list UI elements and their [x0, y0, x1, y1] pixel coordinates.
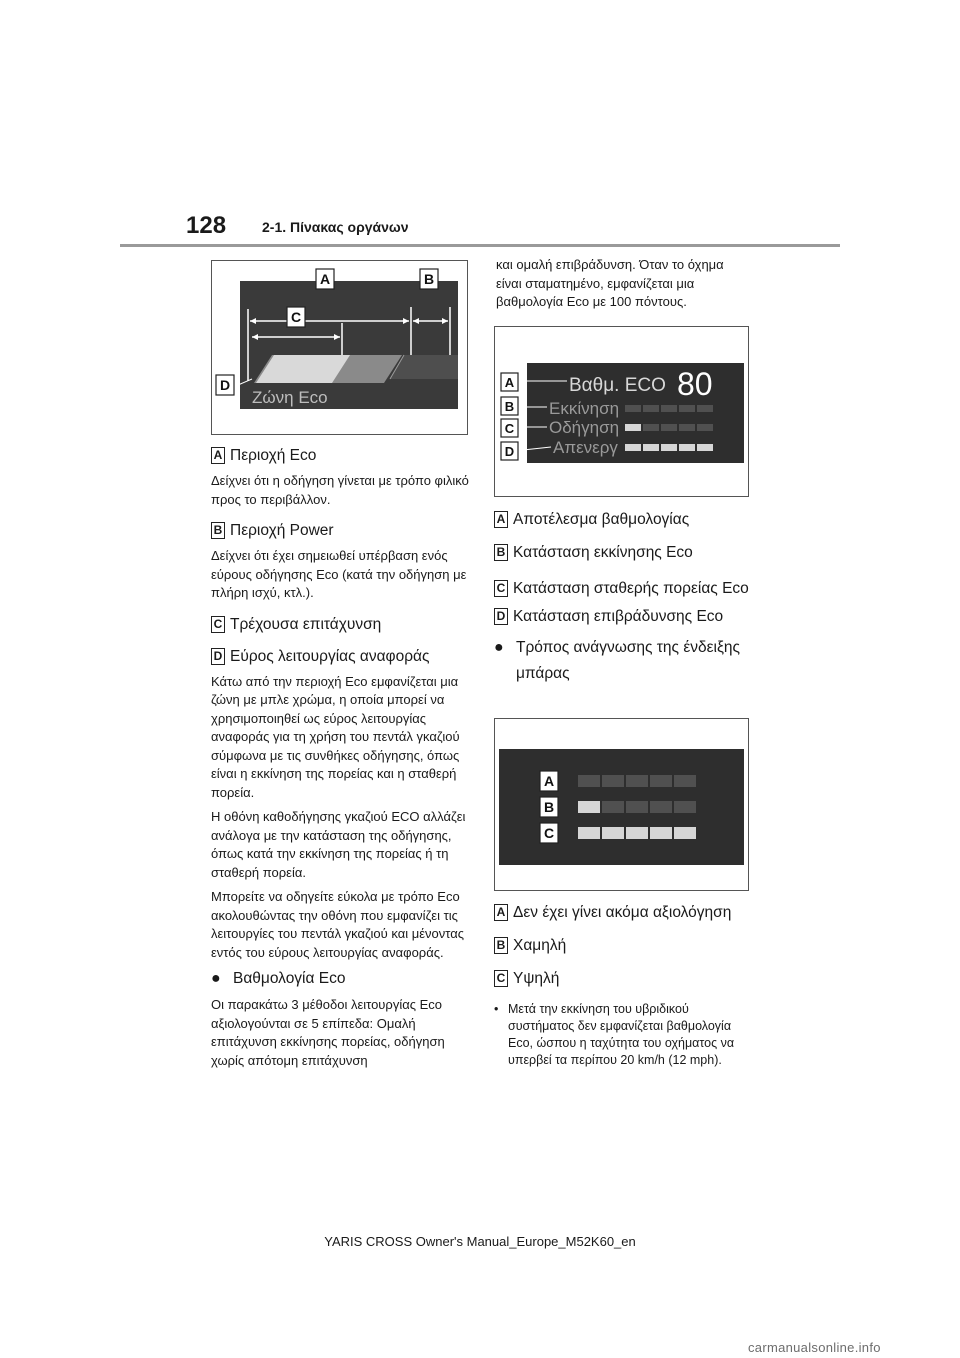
callout-b: B — [543, 799, 555, 815]
section-title: 2-1. Πίνακας οργάνων — [262, 219, 409, 235]
eco-row-drive: Οδήγηση — [549, 418, 620, 437]
bar-indicator-row3-segment-1 — [578, 827, 600, 839]
watermark: carmanualsonline.info — [748, 1340, 881, 1355]
eco-score-figure — [494, 326, 749, 497]
bar-indicator-row3-segment-3 — [626, 827, 648, 839]
callout-d: D — [504, 444, 515, 459]
bar-indicator-illustration — [495, 719, 748, 890]
r-item-b-title: Κατάσταση εκκίνησης Eco — [513, 544, 693, 561]
item-c-header — [211, 615, 469, 635]
r2-item-a-title: Δεν έχει γίνει ακόμα αξιολόγηση — [513, 904, 732, 921]
r2-item-b-title: Χαμηλή — [513, 937, 567, 954]
item-d-text: Κάτω από την περιοχή Eco εμφανίζεται μια ζώνη με μπλε χρώμα, η οποία μπορεί να χρησιμοποιηθεί ως εύρος λειτουργίας αναφοράς για τη χρήση του πεντάλ γκαζιού σύμφωνα με τις συνθήκες οδήγησης, όπως είναι η εκκίνηση της πορείας και η σταθερή πορεία. — [211, 673, 460, 800]
bar-indicator-row3-segment-5 — [674, 827, 696, 839]
r2-item-b-header — [494, 936, 752, 956]
right-column-lower — [494, 903, 752, 1069]
eco-score-bars — [625, 405, 713, 451]
r2-item-a-header — [494, 903, 752, 923]
bullet-bar-reading-text: Τρόπος ανάγνωσης της ένδειξης μπάρας — [516, 639, 740, 682]
callout-a: A — [504, 375, 515, 390]
eco-score-bar-row3-segment-5 — [697, 444, 713, 451]
bar-indicator-row2-segment-1 — [578, 801, 600, 813]
item-d-header — [211, 647, 469, 667]
eco-score-bar-row1-segment-4 — [679, 405, 695, 412]
item-b-title: Περιοχή Power — [230, 522, 334, 539]
eco-score-bar-row3-segment-3 — [661, 444, 677, 451]
eco-score-value: 80 — [677, 366, 713, 402]
label-a: A — [494, 904, 508, 921]
bullet-bar-reading — [494, 635, 752, 687]
note-item — [494, 1001, 752, 1069]
eco-row-start: Εκκίνηση — [549, 399, 620, 418]
bar-indicator-row2-segment-4 — [650, 801, 672, 813]
label-a: A — [211, 447, 225, 464]
callout-c: C — [504, 421, 515, 436]
bar-indicator-row1-segment-5 — [674, 775, 696, 787]
paragraph-guidance-display: Η οθόνη καθοδήγησης γκαζιού ECO αλλάζει ανάλογα με την κατάσταση της οδήγησης, όπως κατά την εκκίνηση της πορείας ή τη σταθερή πορεία. — [211, 809, 466, 880]
bar-indicator-row2-segment-3 — [626, 801, 648, 813]
item-a-header — [211, 446, 469, 466]
paragraph-eco-methods: Οι παρακάτω 3 μέθοδοι λειτουργίας Eco αξιολογούνται σε 5 επίπεδα: Ομαλή επιτάχυνση εκκίνησης πορείας, οδήγηση χωρίς απότομη επιτάχυνση — [211, 997, 445, 1068]
callout-d: D — [219, 377, 231, 393]
eco-zone-figure — [211, 260, 468, 435]
note-text: Μετά την εκκίνηση του υβριδικού συστήματος δεν εμφανίζεται βαθμολογία Eco, ώσπου η ταχύτητα του οχήματος να υπερβεί τα περίπου 20 km/h (12 mph). — [508, 1002, 735, 1067]
eco-score-bar-row3-segment-2 — [643, 444, 659, 451]
page-number: 128 — [186, 212, 227, 239]
footer-text: YARIS CROSS Owner's Manual_Europe_M52K60_en — [324, 1234, 636, 1249]
label-b: B — [494, 544, 508, 561]
item-a-title: Περιοχή Eco — [230, 447, 317, 464]
bar-indicator-row2-segment-2 — [602, 801, 624, 813]
paragraph-eco-driving: Μπορείτε να οδηγείτε εύκολα με τρόπο Eco ακολουθώντας την οθόνη που εμφανίζει τις λειτουργίες του πεντάλ γκαζιού και μένοντας εντός του εύρους λειτουργίας αναφοράς. — [211, 889, 464, 960]
label-c: C — [494, 970, 508, 987]
label-d: D — [494, 608, 508, 625]
callout-a: A — [319, 271, 331, 287]
bar-indicator-row1-segment-2 — [602, 775, 624, 787]
callout-b: B — [423, 271, 435, 287]
label-b: B — [494, 937, 508, 954]
r-item-c-header — [494, 576, 752, 602]
bullet-dot: ● — [211, 970, 221, 987]
eco-score-bar-row2-segment-3 — [661, 424, 677, 431]
left-column — [211, 446, 469, 1070]
bullet-eco-score-text: Βαθμολογία Eco — [233, 970, 346, 987]
callout-c: C — [290, 309, 302, 325]
bar-indicator-row1-segment-3 — [626, 775, 648, 787]
callout-c: C — [543, 825, 555, 841]
eco-zone-illustration — [212, 261, 467, 434]
r-item-b-header — [494, 543, 752, 563]
r2-item-c-title: Υψηλή — [513, 970, 560, 987]
eco-score-bar-row2-segment-4 — [679, 424, 695, 431]
eco-score-bar-row1-segment-2 — [643, 405, 659, 412]
paragraph-deceleration: και ομαλή επιβράδυνση. Όταν το όχημα είναι σταματημένο, εμφανίζεται μια βαθμολογία Eco με 100 πόντους. — [496, 257, 724, 309]
eco-score-bar-row3-segment-4 — [679, 444, 695, 451]
r-item-c-title: Κατάσταση σταθερής πορείας Eco — [513, 580, 749, 597]
eco-score-illustration — [495, 327, 748, 496]
item-d-title: Εύρος λειτουργίας αναφοράς — [230, 647, 430, 665]
header-rule — [120, 244, 840, 247]
item-b-header — [211, 521, 469, 541]
r-item-d-header — [494, 607, 752, 627]
bar-indicator-bars — [578, 775, 696, 839]
r-item-a-title: Αποτέλεσμα βαθμολογίας — [513, 511, 690, 528]
bar-indicator-row2-segment-5 — [674, 801, 696, 813]
label-b: B — [211, 522, 225, 539]
bullet-eco-score — [211, 966, 469, 992]
eco-score-bar-row2-segment-5 — [697, 424, 713, 431]
note-bullet: • — [494, 1002, 499, 1016]
label-c: C — [494, 580, 508, 597]
eco-score-bar-row2-segment-1 — [625, 424, 641, 431]
eco-score-title: Βαθμ. ECO — [569, 375, 666, 396]
r2-item-c-header — [494, 969, 752, 989]
r-item-a-header — [494, 510, 752, 530]
right-column — [494, 510, 752, 687]
eco-zone-screen-text: Ζώνη Eco — [252, 388, 328, 407]
bar-indicator-row3-segment-2 — [602, 827, 624, 839]
bar-indicator-row1-segment-1 — [578, 775, 600, 787]
label-c: C — [211, 616, 225, 633]
callout-b: B — [504, 399, 515, 414]
label-a: A — [494, 511, 508, 528]
r-item-d-title: Κατάσταση επιβράδυνσης Eco — [513, 608, 724, 625]
eco-score-bar-row1-segment-1 — [625, 405, 641, 412]
bar-indicator-row1-segment-4 — [650, 775, 672, 787]
item-b-text: Δείχνει ότι έχει σημειωθεί υπέρβαση ενός εύρους οδήγησης Eco (κατά την οδήγηση με πλήρη ισχύ, κτλ.). — [211, 548, 467, 600]
eco-score-bar-row2-segment-2 — [643, 424, 659, 431]
bullet-dot: ● — [494, 639, 504, 656]
eco-score-bar-row1-segment-3 — [661, 405, 677, 412]
bar-indicator-figure — [494, 718, 749, 891]
eco-row-decel: Απενεργ — [553, 438, 618, 457]
label-d: D — [211, 648, 225, 665]
item-c-title: Τρέχουσα επιτάχυνση — [230, 615, 382, 633]
item-a-text: Δείχνει ότι η οδήγηση γίνεται με τρόπο φιλικό προς το περιβάλλον. — [211, 473, 469, 507]
callout-a: A — [543, 773, 555, 789]
bar-indicator-row3-segment-4 — [650, 827, 672, 839]
eco-score-bar-row1-segment-5 — [697, 405, 713, 412]
eco-score-bar-row3-segment-1 — [625, 444, 641, 451]
